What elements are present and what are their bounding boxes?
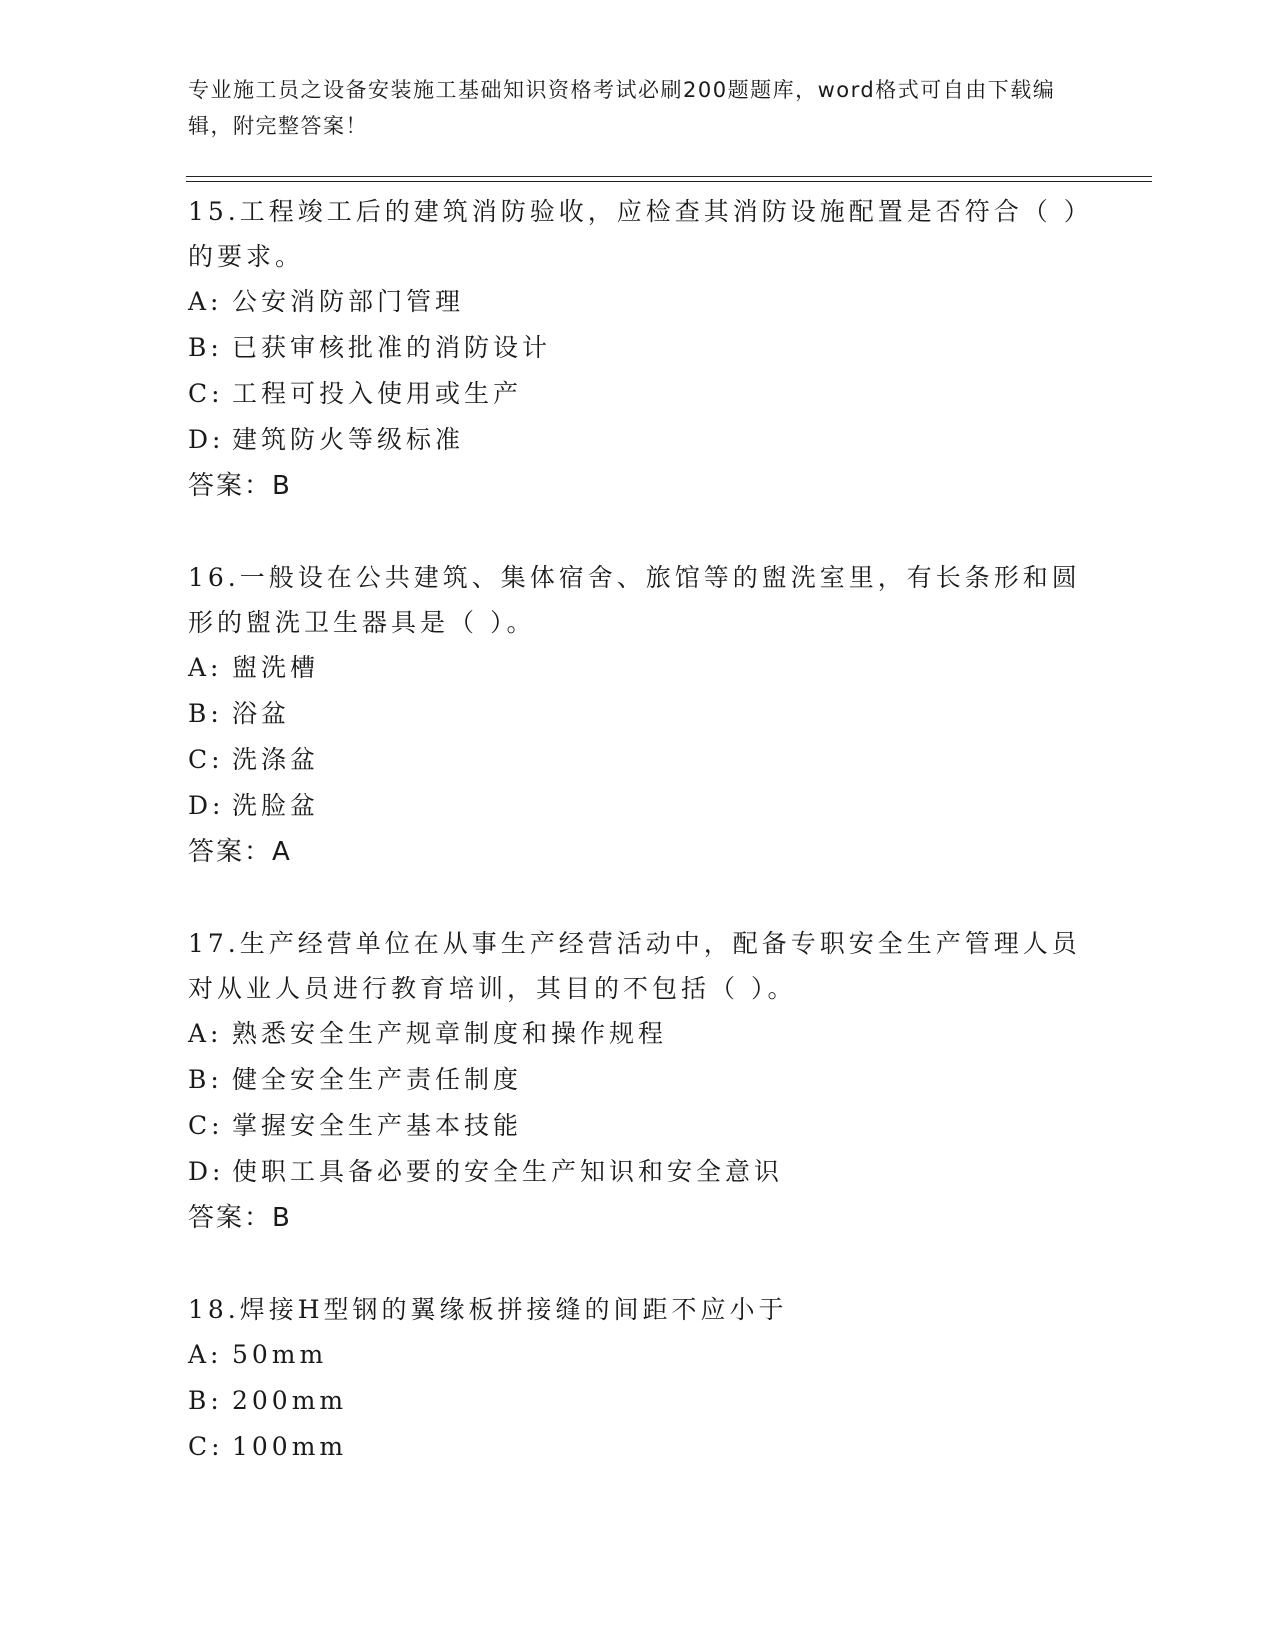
option-a bbox=[188, 1011, 1088, 1057]
option-text: 公安消防部门管理 bbox=[232, 287, 465, 316]
option-b bbox=[188, 1378, 1088, 1424]
option-text: 熟悉安全生产规章制度和操作规程 bbox=[232, 1019, 668, 1048]
option-key: C: bbox=[188, 379, 224, 408]
question-stem: 15.工程竣工后的建筑消防验收，应检查其消防设施配置是否符合（ ）的要求。 bbox=[188, 197, 1081, 271]
header-divider-top bbox=[186, 176, 1152, 177]
answer-line: 答案：B bbox=[188, 1203, 292, 1233]
question-stem: 16.一般设在公共建筑、集体宿舍、旅馆等的盥洗室里，有长条形和圆形的盥洗卫生器具是（ ）。 bbox=[188, 563, 1081, 637]
option-c bbox=[188, 1424, 1088, 1470]
option-key: C: bbox=[188, 745, 224, 774]
option-b bbox=[188, 325, 1088, 371]
option-key: B: bbox=[188, 1386, 223, 1415]
option-key: A: bbox=[188, 653, 223, 682]
question-list bbox=[188, 189, 1088, 1516]
option-a bbox=[188, 645, 1088, 691]
option-b bbox=[188, 1057, 1088, 1103]
question-18 bbox=[188, 1287, 1088, 1470]
option-key: B: bbox=[188, 699, 223, 728]
option-text: 建筑防火等级标准 bbox=[232, 425, 465, 454]
option-key: A: bbox=[188, 1019, 223, 1048]
option-d bbox=[188, 783, 1088, 829]
option-c bbox=[188, 1103, 1088, 1149]
option-key: B: bbox=[188, 1065, 223, 1094]
option-key: D: bbox=[188, 425, 225, 454]
option-text: 洗脸盆 bbox=[232, 791, 320, 820]
option-a bbox=[188, 279, 1088, 325]
option-key: C: bbox=[188, 1111, 224, 1140]
option-text: 洗涤盆 bbox=[232, 745, 320, 774]
header-text: 专业施工员之设备安装施工基础知识资格考试必刷200题题库，word格式可自由下载编辑，附完整答案！ bbox=[188, 78, 1056, 138]
question-stem: 18.焊接H型钢的翼缘板拼接缝的间距不应小于 bbox=[188, 1295, 788, 1324]
option-key: D: bbox=[188, 791, 225, 820]
option-text: 健全安全生产责任制度 bbox=[232, 1065, 523, 1094]
option-d bbox=[188, 1149, 1088, 1195]
option-c bbox=[188, 371, 1088, 417]
option-text: 使职工具备必要的安全生产知识和安全意识 bbox=[232, 1157, 784, 1186]
option-text: 50mm bbox=[232, 1340, 328, 1369]
option-key: D: bbox=[188, 1157, 225, 1186]
option-text: 100mm bbox=[232, 1432, 348, 1461]
option-key: C: bbox=[188, 1432, 224, 1461]
option-d bbox=[188, 417, 1088, 463]
option-text: 已获审核批准的消防设计 bbox=[232, 333, 552, 362]
option-key: B: bbox=[188, 333, 223, 362]
option-c bbox=[188, 737, 1088, 783]
option-key: A: bbox=[188, 287, 223, 316]
option-text: 掌握安全生产基本技能 bbox=[232, 1111, 523, 1140]
document-header bbox=[188, 72, 1068, 144]
question-15 bbox=[188, 189, 1088, 509]
option-text: 200mm bbox=[232, 1386, 348, 1415]
option-key: A: bbox=[188, 1340, 223, 1369]
question-stem: 17.生产经营单位在从事生产经营活动中，配备专职安全生产管理人员对从业人员进行教育培训，其目的不包括（ ）。 bbox=[188, 929, 1081, 1003]
answer-line: 答案：A bbox=[188, 837, 292, 867]
option-a bbox=[188, 1332, 1088, 1378]
header-divider-bottom bbox=[186, 181, 1152, 182]
option-text: 盥洗槽 bbox=[232, 653, 320, 682]
option-text: 浴盆 bbox=[232, 699, 291, 728]
question-16 bbox=[188, 555, 1088, 875]
answer-line: 答案：B bbox=[188, 471, 292, 501]
option-b bbox=[188, 691, 1088, 737]
option-text: 工程可投入使用或生产 bbox=[232, 379, 523, 408]
question-17 bbox=[188, 921, 1088, 1241]
